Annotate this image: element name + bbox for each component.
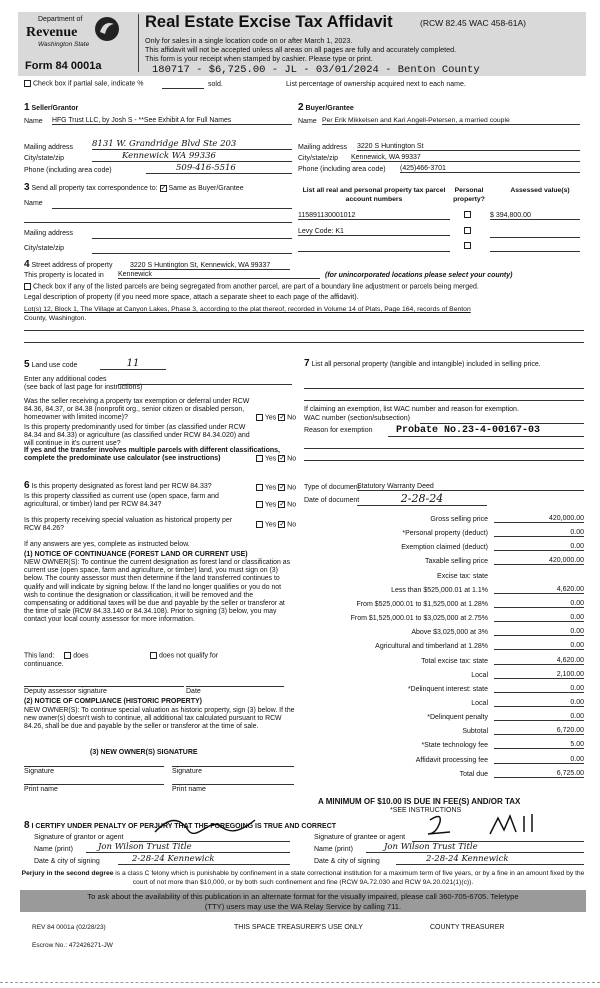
financial-label: Total excise tax: state xyxy=(421,658,488,665)
s3-name-line xyxy=(52,208,292,209)
perjury-bold: Perjury in the second degree xyxy=(21,870,114,877)
additional-codes-line xyxy=(118,384,292,385)
doc-date-label: Date of document xyxy=(304,497,360,504)
financial-value[interactable]: 0.00 xyxy=(494,628,584,636)
financial-label: From $1,525,000.01 to $3,025,000 at 2.75% xyxy=(350,615,488,622)
grantee-date-label: Date & city of signing xyxy=(314,858,380,865)
does-not-row xyxy=(150,652,218,659)
s6-q1-answer xyxy=(256,484,296,491)
owner-sig-line1 xyxy=(24,766,164,767)
financial-label: Exemption claimed (deduct) xyxy=(401,544,488,551)
wac-line xyxy=(420,423,584,424)
financial-label: *Delinquent interest: state xyxy=(407,686,488,693)
no-label: No xyxy=(287,455,297,463)
financial-label: Less than $525,000.01 at 1.1% xyxy=(391,587,488,594)
partial-sale-label: Check box if partial sale, indicate % xyxy=(32,80,144,88)
s6-q1-yes[interactable] xyxy=(256,484,263,491)
seller-section: 1 Seller/Grantor xyxy=(24,102,79,113)
s6-q3-yes[interactable] xyxy=(256,521,263,528)
assessed-2-line xyxy=(490,237,580,238)
s6-q1: 6 Is this property designated as forest land per RCW 84.33? xyxy=(24,480,212,491)
s6-q2-no[interactable] xyxy=(278,501,285,508)
buyer-name-label: Name xyxy=(298,118,317,125)
s6-q2: Is this property classified as current use (open space, farm and agricultural, or timber) land per RCW 84.34? xyxy=(24,493,219,508)
s3-mail-line xyxy=(92,238,292,239)
notice1-body: NEW OWNER(S): To continue the current designation as forest land or classification as current use (open space, farm and agriculture, or timber) land, you must sign on (3) below. The county assessor must then determine if the land transferred continues to qualify and will indicate by signing below. If the land no longer qualifies or you do not wish to continue the designation or classification, it will be removed and the compensating or additional taxes will be due and payable by the seller or transferor at the time of sale (RCW 84.33.140 or 84.34.108). Prior to signing (3) below, you may contact your local county assessor for more information. xyxy=(24,559,291,624)
header-note1: Only for sales in a single location code on or after March 1, 2023. xyxy=(145,36,353,45)
owner-sig-label1: Signature xyxy=(24,768,54,775)
owner-sig-label2: Signature xyxy=(172,768,202,775)
seller-mail-label: Mailing address xyxy=(24,144,74,151)
financial-label: Total due xyxy=(459,771,488,778)
financial-value[interactable]: 0.00 xyxy=(494,614,584,622)
personal-1-checkbox[interactable] xyxy=(464,211,471,218)
financial-value[interactable]: 2,100.00 xyxy=(494,671,584,679)
s5-q2: Is this property predominantly used for timber (as classified under RCW 84.34 and 84.33) or agriculture (as classified under RCW 84.34.020) and will continue in it's current use? xyxy=(24,424,250,447)
section7-label: List all personal property (tangible and intangible) included in selling price. xyxy=(311,361,541,368)
exemption-reason[interactable]: Probate No.23-4-00167-03 xyxy=(388,425,584,437)
grantee-date[interactable]: 2-28-24 Kennewick xyxy=(396,854,584,865)
buyer-city-label: City/state/zip xyxy=(298,155,339,162)
s5-q2-answer xyxy=(256,455,296,462)
form-title: Real Estate Excise Tax Affidavit xyxy=(145,13,393,31)
financial-label: *Delinquent penalty xyxy=(427,714,488,721)
financial-label: Subtotal xyxy=(462,728,488,735)
doc-type-label: Type of document xyxy=(304,484,360,491)
financial-label: Gross selling price xyxy=(430,516,488,523)
grantee-signature-icon xyxy=(420,812,550,838)
dept-line1: Department of xyxy=(38,16,83,23)
s5-q1-no[interactable] xyxy=(278,414,285,421)
header-note3: This form is your receipt when stamped by cashier. Please type or print. xyxy=(145,54,373,63)
personal-3-checkbox[interactable] xyxy=(464,242,471,249)
perjury-notice xyxy=(20,870,586,887)
financial-value[interactable]: 420,000.00 xyxy=(494,515,584,523)
s7-line2 xyxy=(304,400,584,401)
s6-q2-answer xyxy=(256,501,296,508)
deputy-sig-label: Deputy assessor signature xyxy=(24,688,107,695)
financial-label: Local xyxy=(471,672,488,679)
rev-number: REV 84 0001a (02/28/23) xyxy=(32,924,106,931)
financial-label: *Personal property (deduct) xyxy=(402,530,488,537)
land-use-code[interactable]: 11 xyxy=(100,358,166,370)
s6-if-yes: If any answers are yes, complete as instructed below. xyxy=(24,541,190,548)
s3-name-label: Name xyxy=(24,200,43,207)
grantee-sig-label: Signature of grantee or agent xyxy=(314,834,406,841)
s5-q2-yes[interactable] xyxy=(256,455,263,462)
parcel-3-line xyxy=(298,251,450,252)
dept-line2: Revenue xyxy=(26,25,78,40)
financial-label: Local xyxy=(471,700,488,707)
see-instructions: *SEE INSTRUCTIONS xyxy=(390,807,462,814)
grantor-name[interactable]: Jon Wilson Trust Title xyxy=(86,842,290,853)
financial-label: Affidavit processing fee xyxy=(415,757,488,764)
s3-city-label: City/state/zip xyxy=(24,245,65,252)
parcel-1[interactable]: 115891130001012 xyxy=(298,212,450,220)
owner-print-line2 xyxy=(172,784,294,785)
buyer-city[interactable]: Kennewick, WA 99337 xyxy=(351,154,580,162)
cashier-stamp: 180717 - $6,725.00 - JL - 03/01/2024 - Benton County xyxy=(152,64,480,76)
yes-label: Yes xyxy=(264,455,277,463)
legal-line2: County, Washington. xyxy=(24,315,87,322)
financial-label: Excise tax: state xyxy=(437,573,488,580)
s5-q2-no[interactable] xyxy=(278,455,285,462)
header-note2: This affidavit will not be accepted unless all areas on all pages are fully and accurately completed. xyxy=(145,45,457,54)
financial-label: Agricultural and timberland at 1.28% xyxy=(375,643,488,650)
section4-row: 4 Street address of property xyxy=(24,259,113,270)
located-label: This property is located in xyxy=(24,272,104,279)
this-land-row xyxy=(24,652,88,659)
financial-label: From $525,000.01 to $1,525,000 at 1.28% xyxy=(356,601,488,608)
same-as-buyer-label: Same as Buyer/Grantee xyxy=(168,185,244,192)
grantee-name[interactable]: Jon Wilson Trust Title xyxy=(366,842,584,853)
buyer-phone[interactable]: (425)466-3701 xyxy=(400,165,580,173)
notice3-title: (3) NEW OWNER(S) SIGNATURE xyxy=(90,749,198,756)
segregated-row xyxy=(24,283,589,290)
buyer-heading: Buyer/Grantee xyxy=(305,105,354,112)
reason-label: Reason for exemption xyxy=(304,427,373,434)
land-use-label: Land use code xyxy=(31,362,78,369)
reason-line3 xyxy=(304,460,584,461)
owner-sig-line2 xyxy=(172,766,294,767)
grantor-sig-label: Signature of grantor or agent xyxy=(34,834,124,841)
partial-pct-line xyxy=(162,88,204,89)
s3-name-line2 xyxy=(24,222,292,223)
form-title-ref: (RCW 82.45 WAC 458-61A) xyxy=(420,18,526,28)
grantee-signature[interactable] xyxy=(420,812,550,838)
legal-blank2 xyxy=(24,342,584,343)
financial-value[interactable]: 0.00 xyxy=(494,756,584,764)
partial-sale-row xyxy=(24,80,143,87)
financial-value[interactable]: 4,620.00 xyxy=(494,657,584,665)
ownership-label: List percentage of ownership acquired next to each name. xyxy=(286,81,466,88)
personal-header: Personal property? xyxy=(453,187,485,203)
wa-logo-icon xyxy=(94,16,120,42)
financial-value[interactable]: 6,725.00 xyxy=(494,770,584,778)
legal-line1: Lot(s) 12, Block 1, The Village at Canyon Lakes, Phase 3, according to the plat thereof, recorded in Volume 14 of Plats, Page 164, records of Benton xyxy=(24,306,471,313)
personal-2-checkbox[interactable] xyxy=(464,227,471,234)
notice2-body: NEW OWNER(S): To continue special valuation as historic property, sign (3) below. If the new owner(s) doesn't wish to continue, all additional tax calculated pursuant to RCW 84.26, shall be due and payable by the seller or transferor at the time of sale. xyxy=(24,707,295,731)
unincorporated-note: (for unincorporated locations please select your county) xyxy=(325,272,513,279)
financial-value[interactable]: 0.00 xyxy=(494,600,584,608)
grantor-date-label: Date & city of signing xyxy=(34,858,100,865)
legal-label: Legal description of property (if you need more space, attach a separate sheet to each page of the affidavit). xyxy=(24,294,359,301)
seller-city-label: City/state/zip xyxy=(24,155,65,162)
buyer-mail[interactable]: 3220 S Huntington St xyxy=(357,143,580,151)
s3-city-line xyxy=(92,253,292,254)
form-number: Form 84 0001a xyxy=(25,60,102,72)
no-label: No xyxy=(287,501,297,509)
financial-value[interactable]: 0.00 xyxy=(494,713,584,721)
additional-codes-label: Enter any additional codes xyxy=(24,376,107,383)
doc-date[interactable]: 2-28-24 xyxy=(357,492,487,506)
s6-q2-yes[interactable] xyxy=(256,501,263,508)
county-treasurer: COUNTY TREASURER xyxy=(430,924,505,931)
seller-name-label: Name xyxy=(24,118,43,125)
seller-city[interactable]: Kennewick WA 99336 xyxy=(92,151,292,162)
yes-label: Yes xyxy=(264,501,277,509)
seller-heading: Seller/Grantor xyxy=(31,105,79,112)
yes-label: Yes xyxy=(264,521,277,529)
seller-phone[interactable]: 509-416-5516 xyxy=(146,163,292,174)
financial-value[interactable]: 420,000.00 xyxy=(494,557,584,565)
buyer-section: 2 Buyer/Grantee xyxy=(298,102,354,113)
section3-row: 3 Send all property tax correspondence to: ✓ Same as Buyer/Grantee xyxy=(24,182,244,193)
financial-value[interactable]: 0.00 xyxy=(494,529,584,537)
assessed-1[interactable]: $ 394,800.00 xyxy=(490,212,580,220)
segregated-label: Check box if any of the listed parcels are being segregated from another parcel, are part of a boundary line adjustment or parcels being merged. xyxy=(32,283,479,291)
grantor-date[interactable]: 2-28-24 Kennewick xyxy=(118,854,290,865)
owner-print-label2: Print name xyxy=(172,786,206,793)
financial-value[interactable]: 0.00 xyxy=(494,543,584,551)
s5-q1-answer xyxy=(256,414,296,421)
s5-q1-yes[interactable] xyxy=(256,414,263,421)
financial-label: *State technology fee xyxy=(421,742,488,749)
department-logo xyxy=(24,16,122,58)
financial-value[interactable]: 0.00 xyxy=(494,699,584,707)
sold-label: sold. xyxy=(208,81,223,88)
perjury-text: is a class C felony which is punishable by confinement in a state correctional institution for a maximum term of five years, or by a fine in an amount fixed by the court of not more than $10,000, or by both such confinement and fine (RCW 9A.72.030 and RCW 9A.20.021(1)(c)). xyxy=(115,870,585,886)
header-divider xyxy=(138,14,139,72)
access-line1: To ask about the availability of this publication in an alternate format for the visually impaired, please call 360-705-6705. Teletype xyxy=(87,892,519,901)
buyer-mail-label: Mailing address xyxy=(298,144,348,151)
dept-line3: Washington State xyxy=(38,41,90,48)
financial-value[interactable]: 0.00 xyxy=(494,685,584,693)
yes-label: Yes xyxy=(264,414,277,422)
assessed-3-line xyxy=(490,251,580,252)
street-label: Street address of property xyxy=(31,262,113,269)
financial-label: Taxable selling price xyxy=(424,558,488,565)
grantor-signature[interactable] xyxy=(150,814,260,836)
financial-value[interactable]: 5.00 xyxy=(494,741,584,749)
s7-line1 xyxy=(304,388,584,389)
minimum-note: A MINIMUM OF $10.00 IS DUE IN FEE(S) AND/OR TAX xyxy=(318,797,521,806)
scan-edge xyxy=(0,982,600,983)
financial-value[interactable]: 0.00 xyxy=(494,642,584,650)
section7-row: 7 List all personal property (tangible and intangible) included in selling price. xyxy=(304,358,541,369)
s6-q3-answer xyxy=(256,521,296,528)
segregated-checkbox[interactable] xyxy=(24,283,31,290)
parcel-header: List all real and personal property tax parcel account numbers xyxy=(302,187,446,203)
s5-q1: Was the seller receiving a property tax exemption or deferral under RCW 84.36, 84.37, or 84.38 (nonprofit org., senior citizen or disabled person, homeowner with limited income)? xyxy=(24,398,250,421)
deputy-date-label: Date xyxy=(186,688,201,695)
does-checkbox[interactable] xyxy=(64,652,71,659)
s5-q2b: If yes and the transfer involves multiple parcels with different classifications, complete the predominate use calculator (see instructions) xyxy=(24,447,280,462)
additional-codes-note: (see back of last page for instructions) xyxy=(24,384,143,391)
s6-q3-no[interactable] xyxy=(278,521,285,528)
deputy-sig-line xyxy=(24,686,184,687)
grantor-signature-icon xyxy=(150,814,260,836)
buyer-name[interactable]: Per Erik Mikkelsen and Kari Angell-Petersen, a married couple xyxy=(322,117,580,125)
section5-row: 5 Land use code xyxy=(24,359,78,370)
financial-value[interactable]: 4,620.00 xyxy=(494,586,584,594)
continuance-label: continuance. xyxy=(24,661,64,668)
grantor-name-label: Name (print) xyxy=(34,846,73,853)
treasurer-space: THIS SPACE TREASURER'S USE ONLY xyxy=(234,924,363,931)
grantee-name-label: Name (print) xyxy=(314,846,353,853)
does-label: does xyxy=(73,652,89,660)
assessed-header: Assessed value(s) xyxy=(510,187,570,194)
no-label: No xyxy=(287,521,297,529)
s6-q1-no[interactable] xyxy=(278,484,285,491)
notice1-title: (1) NOTICE OF CONTINUANCE (FOREST LAND OR CURRENT USE) xyxy=(24,551,248,558)
s6-q1-text: Is this property designated as forest land per RCW 84.33? xyxy=(31,483,212,490)
wac-label: WAC number (section/subsection) xyxy=(304,415,410,422)
partial-sale-checkbox[interactable] xyxy=(24,80,31,87)
exemption-label: If claiming an exemption, list WAC number and reason for exemption. xyxy=(304,406,519,413)
no-label: No xyxy=(287,484,297,492)
does-not-label: does not qualify for xyxy=(158,652,219,660)
financial-value[interactable]: 6,720.00 xyxy=(494,727,584,735)
this-land-label: This land: xyxy=(24,652,55,660)
yes-label: Yes xyxy=(264,484,277,492)
seller-mail[interactable]: 8131 W. Grandridge Blvd Ste 203 xyxy=(92,139,292,150)
reason-line2 xyxy=(304,448,584,449)
deputy-date-line xyxy=(186,686,284,687)
legal-blank1 xyxy=(24,330,584,331)
parcel-2[interactable]: Levy Code: K1 xyxy=(298,228,450,236)
doc-type[interactable]: Statutory Warranty Deed xyxy=(357,483,584,491)
certify-line: 8 I CERTIFY UNDER PENALTY OF PERJURY THAT THE FOREGOING IS TRUE AND CORRECT xyxy=(24,820,337,831)
escrow-number: Escrow No.: 472426271-JW xyxy=(32,942,113,949)
buyer-phone-label: Phone (including area code) xyxy=(298,166,386,173)
s6-q3: Is this property receiving special valuation as historical property per RCW 84.26? xyxy=(24,517,233,532)
seller-phone-label: Phone (including area code) xyxy=(24,167,112,174)
owner-print-label1: Print name xyxy=(24,786,58,793)
access-line2: (TTY) users may use the WA Relay Service by calling 711. xyxy=(204,902,402,911)
owner-print-line1 xyxy=(24,784,164,785)
does-not-checkbox[interactable] xyxy=(150,652,157,659)
street-address[interactable]: 3220 S Huntington St, Kennewick, WA 99337 xyxy=(130,262,290,270)
financial-label: Above $3,025,000 at 3% xyxy=(411,629,488,636)
located-value[interactable]: Kennewick xyxy=(118,271,320,279)
s3-mail-label: Mailing address xyxy=(24,230,74,237)
notice2-title: (2) NOTICE OF COMPLIANCE (HISTORIC PROPERTY) xyxy=(24,698,202,705)
certify-text: I CERTIFY UNDER PENALTY OF PERJURY THAT THE FOREGOING IS TRUE AND CORRECT xyxy=(31,823,337,830)
seller-name[interactable]: HFG Trust LLC, by Josh S - **See Exhibit A for Full Names xyxy=(52,117,292,125)
same-as-buyer-checkbox[interactable] xyxy=(160,185,167,192)
no-label: No xyxy=(287,414,297,422)
section3-text: Send all property tax correspondence to: xyxy=(31,185,158,192)
